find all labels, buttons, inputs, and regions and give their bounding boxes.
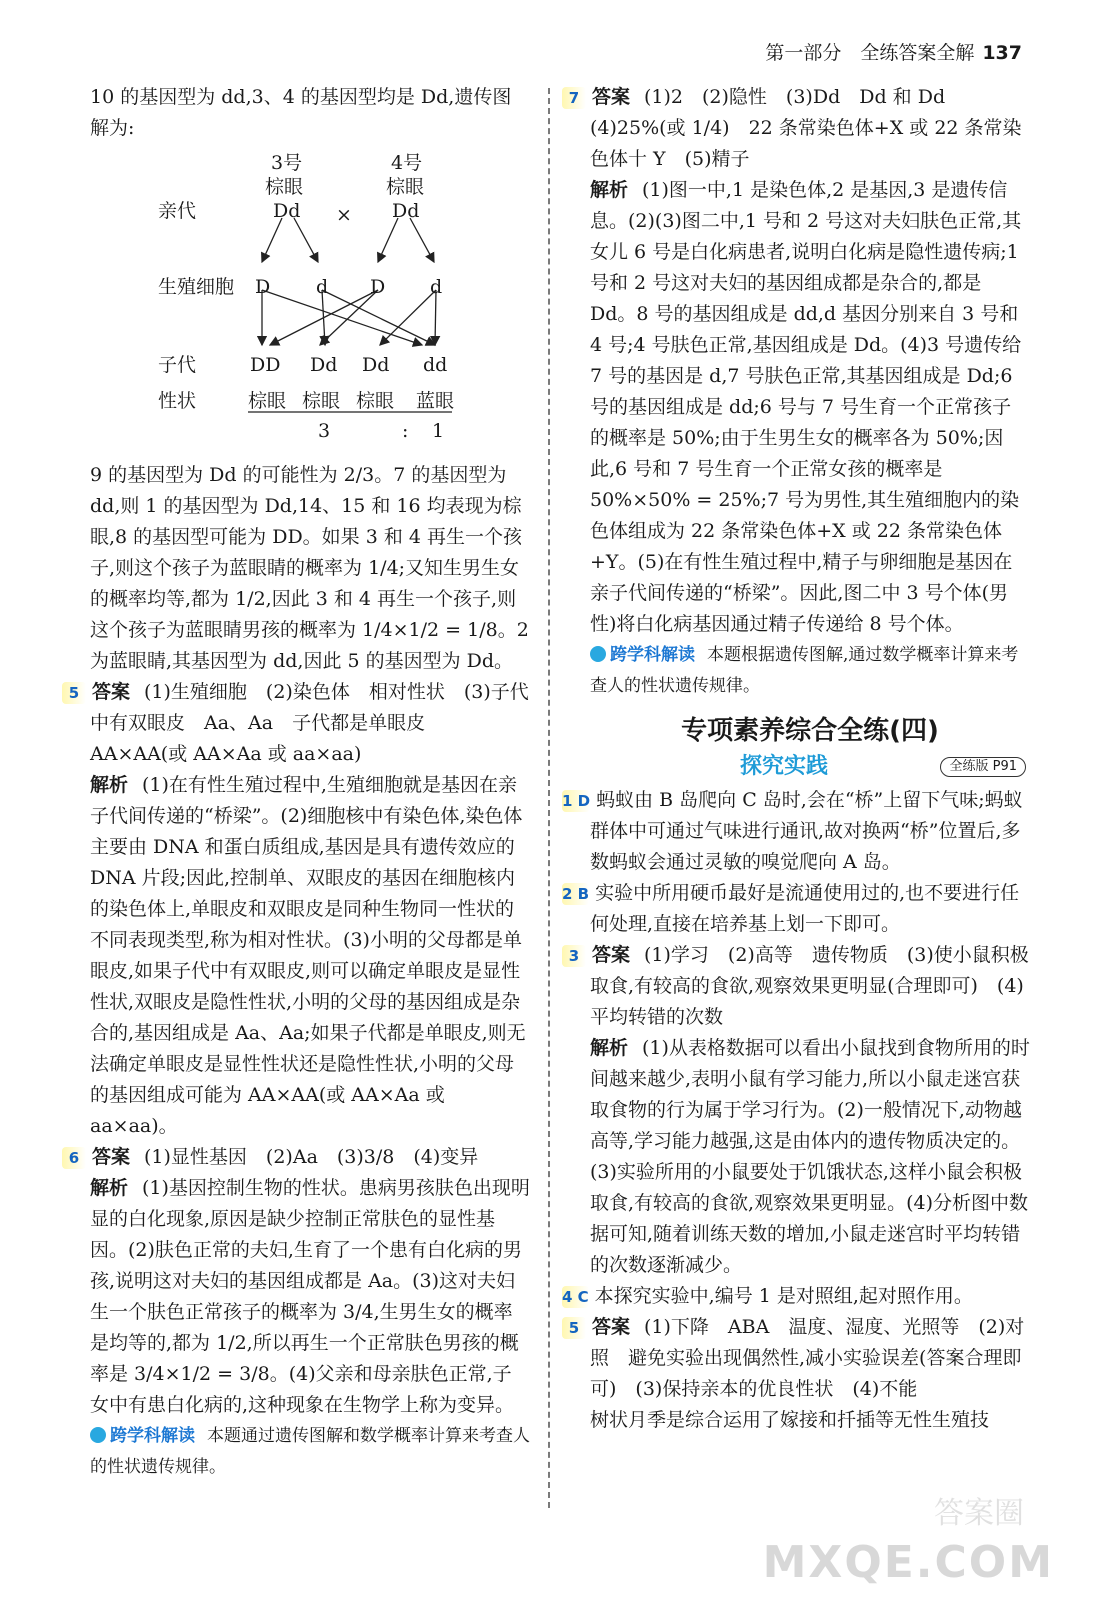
ratio-dominant: 3 (318, 420, 331, 442)
parent-3-number: 3号 (271, 152, 303, 174)
sec-q2 (562, 878, 1030, 940)
q5-answer (68, 677, 530, 770)
ratio-recessive: 1 (432, 420, 445, 442)
left-column (68, 82, 530, 1483)
watermark-logo: 答案圈 (934, 1496, 1024, 1531)
q5-explanation (90, 770, 530, 1142)
cross-discipline-icon (590, 646, 606, 662)
q6-answer-text: (1)显性基因 (2)Aa (3)3/8 (4)变异 (144, 1146, 479, 1168)
page-number: 137 (982, 42, 1022, 64)
cross-discipline-note (90, 1421, 530, 1483)
edition-badge: 全练版 P91 (940, 757, 1026, 777)
sec-q4-number: 4 C (562, 1288, 589, 1306)
cross-discipline-label-text: 跨学科解读 (610, 645, 695, 665)
sec-q5-answer (568, 1312, 1030, 1405)
cross-discipline-label (590, 645, 695, 665)
answer-label: 答案 (92, 681, 131, 703)
q6-explanation-text: (1)基因控制生物的性状。患病男孩肤色出现明显的白化现象,原因是缺少控制正常肤色的显性基因。(2)肤色正常的夫妇,生育了一个患有白化病的男孩,说明这对夫妇的基因组成都是 Aa。(3)这对夫妇生一个肤色正常孩子的概率为 3/4,生男生女的概率是均等的,都为 1/2,所以再生一个正常肤色男孩的概率是 3/4×1/2 = 3/8。(4)父亲和母亲肤色正常,子女中有患白化病的,这种现象在生物学上称为变异。 (90, 1177, 530, 1416)
q6-answer (68, 1142, 530, 1173)
cross-discipline-note-right (590, 640, 1030, 702)
gamete-2: d (316, 276, 329, 298)
answer-label: 答案 (592, 86, 631, 108)
sec-q5-number: 5 (562, 1317, 586, 1339)
column-divider (548, 88, 550, 1508)
gamete-4: d (430, 276, 443, 298)
q5-explanation-text: (1)在有性生殖过程中,生殖细胞就是基因在亲子代间传递的“桥梁”。(2)细胞核中有染色体,染色体主要由 DNA 和蛋白质组成,基因是具有遗传效应的 DNA 片段;因此,控制单、双眼皮的基因在细胞核内的染色体上,单眼皮和双眼皮是同种生物同一性状的不同表现类型,称为相对性状。(3)小明的父母都是单眼皮,如果子代中有双眼皮,则可以确定单眼皮是显性性状,双眼皮是隐性性状,小明的父母的基因组成是杂合的,基因组成是 Aa、Aa;如果子代都是单眼皮,则无法确定单眼皮是显性性状还是隐性性状,小明的父母的基因组成可能为 AA×AA(或 AA×Aa 或 aa×aa)。 (90, 774, 526, 1137)
intro-line-1: 10 的基因型为 dd,3、4 的基因型均是 Dd,遗传图 (90, 86, 512, 108)
trait-4: 蓝眼 (416, 390, 455, 412)
explanation-label: 解析 (90, 774, 129, 796)
trait-3: 棕眼 (356, 390, 395, 412)
q5-number: 5 (62, 682, 86, 704)
q6-explanation (90, 1173, 530, 1421)
q7-number: 7 (562, 87, 586, 109)
row-label-gamete: 生殖细胞 (158, 276, 235, 298)
sec-q1 (562, 785, 1030, 878)
trait-1: 棕眼 (248, 390, 287, 412)
sec-q5-answer-text: (1)下降 ABA 温度、湿度、光照等 (2)对照 避免实验出现偶然性,减小实验误差(答案合理即可) (3)保持亲本的优良性状 (4)不能 (590, 1316, 1025, 1400)
page-header (765, 38, 1022, 65)
child-genotype-4: dd (423, 354, 448, 376)
answer-label: 答案 (592, 1316, 631, 1338)
sec-q3-answer (568, 940, 1030, 1033)
child-genotype-2: Dd (310, 354, 338, 376)
q7-answer (568, 82, 1030, 175)
sec-q2-text: 实验中所用硬币最好是流通使用过的,也不要进行任何处理,直接在培养基上划一下即可。 (590, 882, 1020, 935)
parent-4-number: 4号 (391, 152, 423, 174)
watermark-url: MXQE.COM (762, 1537, 1054, 1588)
answer-label: 答案 (592, 944, 631, 966)
intro-line-2: 解为: (90, 117, 135, 139)
cross-discipline-label-text: 跨学科解读 (110, 1426, 195, 1446)
sec-q1-number: 1 D (562, 792, 591, 810)
sec-q2-number: 2 B (562, 885, 590, 903)
answer-label: 答案 (92, 1146, 131, 1168)
sec-q3-explanation-text: (1)从表格数据可以看出小鼠找到食物所用的时间越来越少,表明小鼠有学习能力,所以小鼠走迷宫获取食物的行为属于学习行为。(2)一般情况下,动物越高等,学习能力越强,这是由体内的遗传物质决定的。(3)实验所用的小鼠要处于饥饿状态,这样小鼠会积极取食,有较高的食欲,观察效果更明显。(4)分析图中数据可知,随着训练天数的增加,小鼠走迷宫时平均转错的次数逐渐减少。 (590, 1037, 1030, 1276)
ratio-colon: : (402, 420, 409, 442)
q5-answer-text: (1)生殖细胞 (2)染色体 相对性状 (3)子代中有双眼皮 Aa、Aa 子代都是单眼皮 AA×AA(或 AA×Aa 或 aa×aa) (90, 681, 529, 765)
cross-discipline-label (90, 1426, 195, 1446)
cross-discipline-text: 本题根据遗传图解,通过数学概率计算来考查人的性状遗传规律。 (590, 645, 1019, 696)
sec-q5-tail: 树状月季是综合运用了嫁接和扦插等无性生殖技 (590, 1409, 990, 1431)
parent-3-trait: 棕眼 (265, 176, 304, 198)
sec-q3-explanation (590, 1033, 1030, 1281)
cross-discipline-text: 本题通过遗传图解和数学概率计算来考查人的性状遗传规律。 (90, 1426, 530, 1477)
q7-explanation-text: (1)图一中,1 是染色体,2 是基因,3 是遗传信息。(2)(3)图二中,1 号和 2 号这对夫妇肤色正常,其女儿 6 号是白化病患者,说明白化病是隐性遗传病;1 号和 2 号这对夫妇的基因组成都是杂合的,都是 Dd。8 号的基因组成是 dd,d 基因分别来自 3 号和 4 号;4 号肤色正常,基因组成是 Dd。(4)3 号遗传给 7 号的基因是 d,7 号肤色正常,其基因组成是 Dd;6 号的基因组成是 dd;6 号与 7 号生育一个正常孩子的概率是 50%;由于生男生女的概率各为 50%;因此,6 号和 7 号生育一个正常女孩的概率是 50%×50% = 25%;7 号为男性,其生殖细胞内的染色体组成为 22 条常染色体+X 或 22 条常染色体+Y。(5)在有性生殖过程中,精子与卵细胞是基因在亲子代间传递的“桥梁”。因此,图二中 3 号个体(男性)将白化病基因通过精子传递给 8 号个体。 (590, 179, 1022, 635)
gamete-3: D (370, 276, 386, 298)
parent-genotype-2: Dd (392, 200, 420, 222)
child-genotype-3: Dd (362, 354, 390, 376)
subsection-title: 探究实践 (740, 754, 829, 779)
sec-q1-text: 蚂蚁由 B 岛爬向 C 岛时,会在“桥”上留下气味;蚂蚁群体中可通过气味进行通讯,故对换两“桥”位置后,多数蚂蚁会通过灵敏的嗅觉爬向 A 岛。 (590, 789, 1023, 873)
q6-number: 6 (62, 1147, 86, 1169)
cross-discipline-icon (90, 1427, 106, 1443)
sec-q3-answer-text: (1)学习 (2)高等 遗传物质 (3)使小鼠积极取食,有较高的食欲,观察效果更明显(合理即可) (4)平均转错的次数 (590, 944, 1029, 1028)
row-label-parent: 亲代 (158, 200, 197, 222)
right-column (562, 82, 1030, 1436)
q7-answer-text: (1)2 (2)隐性 (3)Dd Dd 和 Dd (4)25%(或 1/4) 22 条常染色体+X 或 22 条常染色体十 Y (5)精子 (590, 86, 1022, 170)
trait-2: 棕眼 (302, 390, 341, 412)
cross-symbol: × (336, 204, 352, 226)
section-title: 专项素养综合全练(四) (681, 716, 939, 746)
genetic-diagram (90, 150, 530, 460)
sec-q4-text: 本探究实验中,编号 1 是对照组,起对照作用。 (594, 1285, 973, 1307)
explanation-label: 解析 (590, 179, 629, 201)
explanation-label: 解析 (590, 1037, 629, 1059)
sec-q4 (562, 1281, 1030, 1312)
parent-4-trait: 棕眼 (386, 176, 425, 198)
sec-q3-number: 3 (562, 945, 586, 967)
gamete-1: D (255, 276, 271, 298)
explanation-label: 解析 (90, 1177, 129, 1199)
section-name: 第一部分 全练答案全解 (765, 42, 975, 64)
subsection-header (590, 751, 1030, 785)
child-genotype-1: DD (250, 354, 281, 376)
analysis-paragraph: 9 的基因型为 Dd 的可能性为 2/3。7 的基因型为 dd,则 1 的基因型为 Dd,14、15 和 16 均表现为棕眼,8 的基因型可能为 DD。如果 3 和 4 再生一个孩子,则这个孩子为蓝眼睛的概率为 1/4;又知生男生女的概率均等,都为 1/2,因此 3 和 4 再生一个孩子,则这个孩子为蓝眼睛男孩的概率为 1/4×1/2 = 1/8。2 为蓝眼睛,其基因型为 dd,因此 5 的基因型为 Dd。 (90, 464, 529, 672)
row-label-child: 子代 (158, 354, 197, 376)
q7-explanation (590, 175, 1030, 640)
parent-genotype-1: Dd (273, 200, 301, 222)
row-label-trait: 性状 (158, 390, 197, 412)
